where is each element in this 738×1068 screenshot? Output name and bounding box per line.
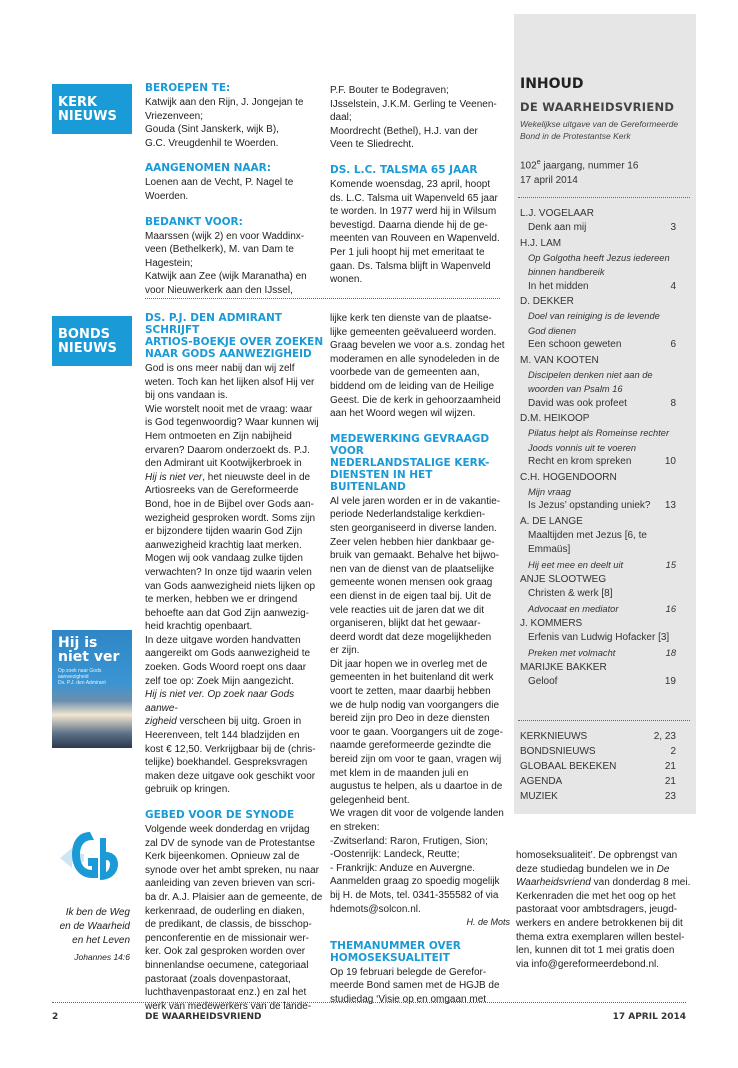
toc-entry-title: Maaltijden met Jezus [6, te Emmaüs]	[528, 529, 647, 555]
text-line: MEDEWERKING GEVRAAGD VOOR	[330, 432, 490, 457]
table-of-contents	[520, 206, 676, 690]
toc-entry[interactable]	[520, 558, 676, 573]
text-line: bereid zijn pro Deo in deze diensten	[330, 713, 490, 725]
text-line: P.F. Bouter te Bodegraven;	[330, 85, 449, 96]
text-line: Heerenveen, telt 144 bladzijden en	[145, 730, 300, 742]
text-line: maken deze uitgave ook geschikt voor	[145, 770, 316, 782]
text-line: Mogen wij ook vandaag zulke tijden	[145, 553, 303, 565]
text-line: kerkenraad, de ouderling en diaken,	[145, 905, 305, 917]
text-line: ARTIOS-BOEKJE OVER ZOEKEN	[145, 336, 324, 348]
text-line: voor Nieuwerkerk aan den IJssel,	[145, 284, 293, 296]
text-line: en streken:	[330, 822, 380, 833]
rubriek-page: 2	[670, 746, 676, 757]
toc-entry[interactable]	[520, 499, 676, 514]
kerknieuws-col2: P.F. Bouter te Bodegraven; IJsselstein, J.K.M. Gerling te Veenen- daal; Moordrecht (Bethel), H.J. van der Veen te Sliedrecht. DS. L.C. TALSMA 65 JAAR Komende woensdag, 23 april, hoopt ds. L.C. Talsma uit Wapenveld 65 jaar te worden. In 1977 werd hij in Wilsum bevestigd. Daarna diende hij de ge- meenten van Rouveen en Wapenveld. Per 1 juli hoopt hij met emeritaat te gaan. Ds. Talsma blijft in Wapenveld wonen.	[330, 82, 510, 287]
text-line: NEDERLANDSTALIGE KERK-	[330, 456, 490, 469]
text-line: bij H. de Mots, tel. 0341-355582 of via	[330, 889, 499, 901]
text-line: Veen te Sliedrecht.	[330, 139, 414, 151]
toc-author: C.H. HOGENDOORN	[520, 471, 617, 483]
text-line: binnenlandse oecumene, categoriaal	[145, 959, 309, 971]
text-line: penconferentie en de missionair wer-	[145, 932, 309, 944]
rubriek-entry[interactable]	[520, 774, 676, 789]
text-line: augustus te helpen, als u daartoe in de	[330, 781, 503, 793]
text-line: gemeente wonen mensen ook graag	[330, 577, 493, 589]
text-line: ds. L.C. Talsma uit Wapenveld 65 jaar	[330, 192, 498, 204]
toc-entry-page	[672, 309, 676, 338]
text-line: vele reacties uit de jaren dat we dit	[330, 604, 484, 616]
text-line: synode over het ambt spreken, nu naar	[145, 864, 319, 876]
toc-entry-title: In het midden	[528, 280, 589, 292]
text-line: weten. Toch kan het lijken alsof Hij ver	[145, 376, 315, 388]
toc-entry-page: 4	[670, 280, 676, 292]
text-line: daal;	[330, 112, 352, 124]
text-line: NAAR GODS AANWEZIGHEID	[145, 348, 312, 360]
bondsnieuws-col3: homoseksualiteit’. De opbrengst van deze studiedag bundelen we in De Waarheidsvriend van donderdag 8 mei. Kerkenraden die met het oog op het pastoraat voor ambtsdragers, jeugd- werkers en andere betrokkenen bij dit thema extra exemplaren willen bestel- len, kunnen dit tot 1 mei gratis doen via info@gereformeerdebond.nl.	[516, 849, 696, 971]
text-line: Woerden.	[145, 190, 189, 202]
text-line: te worden. In 1977 werd hij in Wilsum	[330, 206, 497, 218]
toc-entry-title: Hij eet mee en deelt uit	[528, 559, 624, 570]
text-line: In deze uitgave worden handvatten	[145, 634, 301, 646]
text-line: te merken, hebben we er dringend	[145, 594, 298, 606]
text-line: voorbede van de gemeenten aan,	[330, 367, 480, 379]
toc-author: L.J. VOGELAAR	[520, 208, 594, 219]
text-line: ba dr. A.J. Plaisier aan de gemeente, de	[145, 891, 323, 903]
text-line: Maarssen (wijk 2) en voor Waddinx-	[145, 230, 305, 242]
text-line: Bond, hoe in de Bijbel over Gods aan-	[145, 498, 314, 510]
toc-entry[interactable]	[520, 368, 676, 397]
toc-entry-title: Denk aan mij	[528, 222, 587, 233]
toc-entry-title: Een schoon geweten	[528, 339, 622, 350]
rubriek-title: AGENDA	[520, 776, 563, 787]
text-line: we de hulp nodig van voorgangers die	[330, 699, 500, 711]
rubriek-title: MUZIEK	[520, 791, 558, 802]
text-line: meerde Bond samen met de HGJB de	[330, 980, 500, 992]
rubrieken-list	[520, 729, 676, 804]
text-line: DS. P.J. DEN ADMIRANT SCHRIJFT	[145, 312, 282, 336]
text-line: organiseren, blijkt dat het gewaar-	[330, 618, 481, 630]
text-line: naamde gereformeerde gezindte die	[330, 740, 492, 752]
toc-author: M. VAN KOOTEN	[520, 354, 599, 366]
text-line: Zeer velen hebben hier dankbaar ge-	[330, 536, 495, 548]
text-line: verwachten? In onze tijd waarin velen	[145, 566, 312, 578]
text-line: en de Waarheid	[59, 921, 130, 932]
toc-entry-title: Op Golgotha heeft Jezus iedereen binnen handbereik	[528, 252, 670, 277]
text-line: -Zwitserland: Raron, Frutigen, Sion;	[330, 835, 488, 847]
text-line: zal DV de synode van de Protestantse	[145, 837, 316, 849]
toc-entry-title: Christen & werk [8]	[528, 588, 613, 599]
text-line: THEMANUMMER OVER	[330, 939, 461, 952]
toc-author: J. KOMMERS	[520, 618, 583, 629]
toc-entry[interactable]	[520, 426, 676, 455]
toc-entry-page	[672, 529, 676, 558]
toc-entry[interactable]	[520, 455, 676, 470]
text-line: HOMOSEKSUALITEIT	[330, 951, 450, 964]
toc-entry-title: Doel van reiniging is de levende God dienen	[528, 311, 660, 336]
rubriek-page: 21	[664, 761, 676, 772]
text-line: gemeenten in het buitenland dit werk	[330, 672, 494, 684]
toc-entry-page	[672, 587, 676, 602]
text-line: van Gods aanwezigheid niets lijken op	[145, 580, 316, 592]
text-line: wezigheid gesproken wordt. Soms zijn	[145, 512, 316, 524]
text-line: behoefte aan dat God Zijn aanwezig-	[145, 607, 309, 619]
text-line: Komende woensdag, 23 april, hoopt	[330, 178, 491, 190]
issue-info: 102e jaargang, nummer 16 17 april 2014	[520, 159, 639, 187]
toc-entry[interactable]	[520, 397, 676, 412]
text-line: bevestigd. Daarna diende hij de ge-	[330, 219, 488, 231]
footer-divider	[52, 1002, 686, 1003]
toc-entry-page	[672, 631, 676, 646]
toc-entry-page: 16	[665, 603, 676, 614]
toc-entry-page: 19	[664, 676, 676, 687]
text-line: gaan. Ds. Talsma blijft in Wapenveld	[330, 260, 491, 272]
text-line: aanleiding van zeven brieven van scri-	[145, 878, 316, 890]
text-line: heid krachtig openbaart.	[145, 621, 253, 633]
page-number: 2	[52, 1012, 59, 1022]
inhoud-title: INHOUD	[520, 76, 584, 92]
toc-entry-page: 6	[670, 339, 676, 350]
text-line: lijke kerk ten dienste van de plaatse-	[330, 313, 492, 324]
text-line: bij ons vandaan is.	[145, 390, 228, 402]
rubriek-title: BONDSNIEUWS	[520, 746, 596, 757]
toc-entry[interactable]	[520, 309, 676, 338]
text-line: pastoraat voor ambtsdragers, jeugd-	[516, 904, 678, 916]
text-line: gelegenheid bent.	[330, 794, 410, 806]
text-line: telijke) boekhandel. Gespreksvragen	[145, 757, 308, 769]
toc-author: MARIJKE BAKKER	[520, 662, 607, 673]
text-line: kost € 12,50. Verkrijgbaar bij de (chris-	[145, 743, 316, 755]
text-line: luchthavenpastoraat enz.) en zal het	[145, 987, 307, 999]
text-line: zigheid	[145, 716, 177, 728]
text-line: moderamen en alle synodeleden in de	[330, 353, 500, 365]
toc-author: A. DE LANGE	[520, 515, 583, 527]
toc-author: ANJE SLOOTWEG	[520, 574, 607, 585]
text-line: hdemots@solcon.nl.	[330, 903, 421, 915]
text-line: Wekelijkse uitgave van de Gereformeerde	[520, 119, 679, 129]
text-line: nen van de dienst van de plaatselijke	[330, 563, 495, 575]
book-cover-image: Hij is niet ver Op zoek naar Gods aanwezigheid Ds. P.J. den Admirant	[52, 630, 132, 748]
text-line: via info@gereformeerdebond.nl.	[516, 958, 660, 970]
bondsnieuws-col2: lijke kerk ten dienste van de plaatse- lijke gemeenten geëvalueerd worden. Graag bevelen we voor a.s. zondag het moderamen en alle synodeleden in de voorbede van de gemeenten aan, biddend om de leiding van de Heilige Geest. Die de kerk in gehoorzaamheid aan het Woord wegen wil wijzen. MEDEWERKING GEVRAAGD VOOR NEDERLANDSTALIGE KERK- DIENSTEN IN HET BUITENLAND Al vele jaren worden er in de vakantie- periode Nederlandstalige kerkdien- sten georganiseerd in diverse landen. Zeer velen hebben hier dankbaar ge- bruik van gemaakt. Behalve het bijwo- nen van de dienst van de plaatselijke gemeente wonen mensen ook graag een dienst in de eigen taal bij. Uit de vele reacties uit de jaren dat we dit organiseren, blijkt dat het gewaar- deerd wordt dat deze mogelijkheden er zijn. Dit jaar hopen we in overleg met de gemeenten in het buitenland dit werk voort te zetten, maar daarbij hebben we de hulp nodig van voorgangers die bereid zijn pro Deo in deze diensten voor te gaan. Voorgangers uit de zoge- naamde gereformeerde gezindte die bereid zijn om voor te gaan, vragen wij met klem in de maanden juli en augustus te helpen, als u daartoe in de gelegenheid bent. We vragen dit voor de volgende landen en streken: -Zwitserland: Raron, Frutigen, Sion; -Oostenrijk: Landeck, Reutte; - Frankrijk: Anduze en Auvergne. Aanmelden graag zo spoedig mogelijk bij H. de Mots, tel. 0341-355582 of via hdemots@solcon.nl. H. de Mots THEMANUMMER OVER HOMOSEKSUALITEIT Op 19 februari belegde de Gerefor- meerde Bond samen met de HGJB de studiedag ‘Visie op en omgaan met	[330, 313, 510, 1005]
rubriek-page: 2, 23	[653, 731, 676, 742]
rubriek-page: 21	[664, 776, 676, 787]
toc-entry-title: Preken met volmacht	[528, 647, 616, 658]
toc-entry-page: 8	[670, 397, 676, 409]
toc-entry-page: 15	[665, 559, 676, 570]
text-line: Katwijk aan den Rijn, J. Jongejan te	[145, 97, 304, 108]
toc-author: D. DEKKER	[520, 296, 574, 307]
text-line: ervaren? Daarom onderzoekt ds. P.J.	[145, 444, 310, 456]
toc-entry[interactable]	[520, 221, 676, 236]
text-line: lijke gemeenten geëvalueerd worden.	[330, 326, 497, 338]
toc-entry-page: 10	[664, 456, 676, 467]
text-line: is God tegenwoordig? Waar kunnen wij	[145, 417, 319, 429]
rubriek-entry[interactable]	[520, 729, 676, 744]
magazine-title: DE WAARHEIDSVRIEND	[520, 100, 675, 114]
text-line: Moordrecht (Bethel), H.J. van der	[330, 125, 478, 137]
text-line: voor te gaan. Voorgangers uit de zoge-	[330, 726, 503, 738]
toc-entry-title: Erfenis van Ludwig Hofacker [3]	[528, 632, 670, 643]
text-line: thema extra exemplaren willen bestel-	[516, 931, 685, 943]
toc-entry[interactable]	[520, 675, 676, 690]
text-line: een dienst in de eigen taal bij. Uit de	[330, 590, 492, 602]
toc-entry[interactable]	[520, 631, 676, 646]
toc-entry-title: Recht en krom spreken	[528, 456, 632, 467]
toc-entry[interactable]	[520, 587, 676, 602]
text-line: studiedag ‘Visie op en omgaan met	[330, 993, 487, 1005]
bondsnieuws-col1: DS. P.J. DEN ADMIRANT SCHRIJFT ARTIOS-BOEKJE OVER ZOEKEN NAAR GODS AANWEZIGHEID God is ons meer nabij dan wij zelf weten. Toch kan het lijken alsof Hij ver bij ons vandaan is. Wie worstelt nooit met de vraag: waar is God tegenwoordig? Waar kunnen wij Hem ontmoeten en Zijn nabijheid ervaren? Daarom onderzoekt ds. P.J. den Admirant uit Kootwijkerbroek in Hij is niet ver, het nieuwste deel in de Artiosreeks van de Gereformeerde Bond, hoe in de Bijbel over Gods aan- wezigheid gesproken wordt. Soms zijn er bijzondere tijden waarin God Zijn aanwezigheid krachtig laat merken. Mogen wij ook vandaag zulke tijden verwachten? In onze tijd waarin velen van Gods aanwezigheid niets lijken op te merken, hebben we er dringend behoefte aan dat God Zijn aanwezig- heid krachtig openbaart. In deze uitgave worden handvatten aangereikt om Gods aanwezigheid te zoeken. Gods Woord roept ons daar zelf toe op: Zoek Mijn aangezicht. Hij is niet ver. Op zoek naar Gods aanwe- zigheid verscheen bij uitg. Groen in Heerenveen, telt 144 bladzijden en kost € 12,50. Verkrijgbaar bij de (chris- telijke) boekhandel. Gespreksvragen maken deze uitgave ook geschikt voor gebruik op kringen. GEBED VOOR DE SYNODE Volgende week donderdag en vrijdag zal DV de synode van de Protestantse Kerk bijeenkomen. Opnieuw zal de synode over het ambt spreken, nu naar aanleiding van zeven brieven van scri- ba dr. A.J. Plaisier aan de gemeente, de kerkenraad, de ouderling en diaken, de predikant, de classis, de bisschop- penconferentie en de missionair wer- ker. Ook zal gesproken worden over binnenlandse oecumene, categoriaal pastoraat (zoals dovenpastoraat, luchthavenpastoraat enz.) en zal het werk van medewerkers van de lande-	[145, 312, 324, 1012]
text-line: aangereikt om Gods aanwezigheid te	[145, 648, 311, 660]
toc-entry[interactable]	[520, 485, 676, 500]
toc-entry-title: Advocaat en mediator	[528, 603, 619, 614]
gereformeerde-bond-logo-icon	[50, 818, 130, 898]
text-line: Volgende week donderdag en vrijdag	[145, 824, 310, 835]
rubriek-title: GLOBAAL BEKEKEN	[520, 761, 617, 772]
rubriek-title: KERKNIEUWS	[520, 731, 588, 742]
text-line: voort te zetten, maar daarbij hebben	[330, 686, 491, 698]
text-line: sten georganiseerd in diverse landen.	[330, 522, 497, 534]
toc-entry-page	[672, 251, 676, 280]
text-line: meenten van Rouveen en Wapenveld.	[330, 233, 500, 245]
text-line: met klem in de maanden juli en	[330, 767, 469, 779]
kerknieuws-col1: BEROEPEN TE: Katwijk aan den Rijn, J. Jongejan te Vriezenveen; Gouda (Sint Janskerk, wijk B), G.C. Vreugdenhil te Woerden. AANGENOMEN NAAR: Loenen aan de Vecht, P. Nagel te Woerden. BEDANKT VOOR: Maarssen (wijk 2) en voor Waddinx- veen (Bethelkerk), M. van Dam te Hagestein; Katwijk aan Zee (wijk Maranatha) en voor Nieuwerkerk aan den IJssel,	[145, 82, 325, 298]
bible-quote: Ik ben de Weg en de Waarheid en het Leven Johannes 14:6	[40, 906, 130, 964]
text-line: aanwezigheid krachtig laat merken.	[145, 539, 302, 551]
text-line: Kerk bijeenkomen. Opnieuw zal de	[145, 851, 300, 863]
text-line: deerd wordt dat deze mogelijkheden	[330, 631, 492, 643]
text-line: DIENSTEN IN HET BUITENLAND	[330, 468, 433, 493]
toc-entry[interactable]	[520, 251, 676, 280]
toc-author: H.J. LAM	[520, 237, 562, 249]
text-line: de predikant, de classis, de bisschop-	[145, 919, 312, 931]
text-line: zelf toe op: Zoek Mijn aangezicht.	[145, 675, 294, 687]
text-line: God is ons meer nabij dan wij zelf	[145, 363, 295, 374]
text-line: Katwijk aan Zee (wijk Maranatha) en	[145, 271, 307, 283]
rubriek-page: 23	[664, 791, 676, 802]
text-line: ker. Ook zal gesproken worden over	[145, 946, 306, 958]
text-line: Hem ontmoeten en Zijn nabijheid	[145, 430, 292, 442]
text-line: en het Leven	[72, 935, 130, 946]
divider	[518, 720, 690, 721]
toc-entry-title: Is Jezus’ opstanding uniek?	[528, 500, 651, 511]
text-line: periode Nederlandstalige kerkdien-	[330, 509, 486, 521]
toc-entry-title: David was ook profeet	[528, 397, 627, 409]
text-line: veen (Bethelkerk), M. van Dam te	[145, 244, 294, 256]
text-line: Loenen aan de Vecht, P. Nagel te	[145, 177, 294, 189]
bondsnieuws-label: BONDS NIEUWS	[52, 316, 132, 366]
kerknieuws-label: KERK NIEUWS	[52, 84, 132, 134]
toc-author: D.M. HEIKOOP	[520, 413, 590, 424]
footer-magazine: DE WAARHEIDSVRIEND	[145, 1012, 262, 1022]
toc-entry-title: Mijn vraag	[528, 486, 571, 497]
text-line: zoeken. Gods Woord roept ons daar	[145, 662, 307, 674]
toc-entry-page: 18	[665, 647, 676, 658]
text-line: Al vele jaren worden er in de vakantie-	[330, 495, 501, 507]
text-line: Bond in de Protestantse Kerk	[520, 131, 631, 141]
divider	[145, 298, 500, 299]
text-line: aan het Woord wegen wil wijzen.	[330, 408, 476, 420]
text-line: Dit jaar hopen we in overleg met de	[330, 658, 488, 670]
footer-date: 17 APRIL 2014	[612, 1012, 686, 1022]
text-line: We vragen dit voor de volgende landen	[330, 808, 504, 820]
toc-entry[interactable]	[520, 280, 676, 295]
toc-entry-page: 3	[670, 222, 676, 233]
text-line: Aanmelden graag zo spoedig mogelijk	[330, 876, 500, 888]
text-line: er zijn.	[330, 645, 360, 657]
text-line: Graag bevelen we voor a.s. zondag het	[330, 340, 505, 352]
toc-entry[interactable]	[520, 338, 676, 353]
text-line: Wie worstelt nooit met de vraag: waar	[145, 403, 313, 415]
toc-entry[interactable]	[520, 646, 676, 661]
text-line: biddend om de leiding van de Heilige	[330, 380, 495, 392]
toc-entry-title: Geloof	[528, 676, 558, 687]
rubriek-entry[interactable]	[520, 759, 676, 774]
toc-entry-title: Discipelen denken niet aan de woorden van Psalm 16	[528, 369, 653, 394]
text-line: Hij is niet ver. Op zoek naar Gods aanwe-	[145, 689, 295, 714]
text-line: G.C. Vreugdenhil te Woerden.	[145, 137, 279, 149]
text-line: - Frankrijk: Anduze en Auvergne.	[330, 862, 476, 874]
text-line: Ik ben de Weg	[65, 907, 130, 918]
text-line: IJsselstein, J.K.M. Gerling te Veenen-	[330, 98, 497, 110]
toc-entry-page	[672, 426, 676, 455]
text-line: -Oostenrijk: Landeck, Reutte;	[330, 849, 460, 861]
text-line: Kerkenraden die met het oog op het	[516, 890, 676, 902]
text-line: Per 1 juli hoopt hij met emeritaat te	[330, 246, 485, 258]
toc-entry-title: Pilatus helpt als Romeinse rechter Joods vonnis uit te voeren	[528, 428, 670, 453]
text-line: werkers en andere betrokkenen bij dit	[516, 917, 683, 929]
toc-entry-page	[672, 485, 676, 500]
toc-entry-page	[672, 368, 676, 397]
divider	[518, 197, 690, 198]
rubriek-entry[interactable]	[520, 789, 676, 804]
text-line: Hagestein;	[145, 257, 193, 269]
text-line: Geest. Die de kerk in gehoorzaamheid	[330, 394, 501, 406]
text-line: Artiosreeks van de Gereformeerde	[145, 485, 299, 497]
text-line: werk van medewerkers van de lande-	[145, 1000, 312, 1012]
toc-entry-page: 13	[664, 500, 676, 511]
text-line: Gouda (Sint Janskerk, wijk B),	[145, 124, 279, 136]
text-line: bereid zijn om voor te gaan, vragen wij	[330, 754, 502, 766]
toc-entry[interactable]	[520, 529, 676, 558]
magazine-subtitle	[520, 118, 690, 142]
text-line: er bijzondere tijden waarin God Zijn	[145, 526, 303, 538]
text-line: pastoraat (zoals dovenpastoraat,	[145, 973, 291, 985]
text-line: den Admirant uit Kootwijkerbroek in	[145, 458, 302, 470]
text-line: len, kunnen dit tot 1 mei gratis doen	[516, 945, 675, 957]
text-line: bruik van gemaakt. Behalve het bijwo-	[330, 550, 499, 562]
text-line: Vriezenveen;	[145, 110, 203, 122]
text-line: wonen.	[330, 274, 363, 286]
text-line: Op 19 februari belegde de Gerefor-	[330, 966, 487, 978]
rubriek-entry[interactable]	[520, 744, 676, 759]
toc-entry[interactable]	[520, 602, 676, 617]
text-line: gebruik op kringen.	[145, 784, 231, 796]
